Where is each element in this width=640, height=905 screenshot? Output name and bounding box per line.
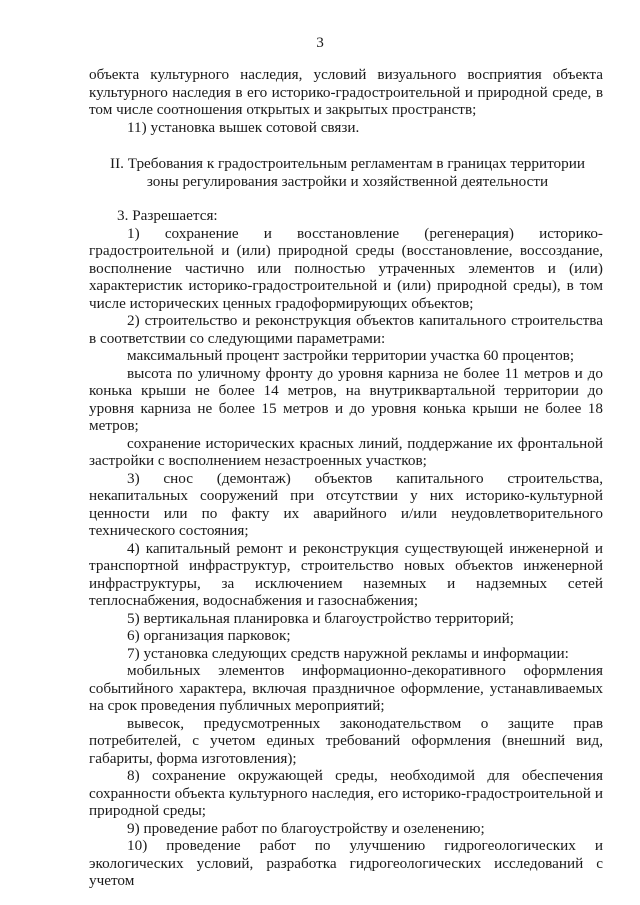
paragraph-continuation: объекта культурного наследия, условий визуального восприятия объекта культурного наследия в его историко-градостроительной и природной среде, в том числе соотношения открытых и закрытых пространств; (89, 66, 603, 118)
item-3: 3) снос (демонтаж) объектов капитального строительства, некапитальных сооружений при отсутствии у них историко-культурной ценности или по факту их аварийного и/или неудовлетворительного технического состояния; (89, 469, 603, 539)
item-8: 8) сохранение окружающей среды, необходимой для обеспечения сохранности объекта культурного наследия, его историко-градостроительной и природной среды; (89, 767, 603, 819)
item-6: 6) организация парковок; (127, 627, 291, 644)
item-10: 10) проведение работ по улучшению гидрогеологических и экологических условий, разработка гидрогеологических исследований с учетом (89, 837, 603, 889)
item-2-param-red-lines: сохранение исторических красных линий, поддержание их фронтальной застройки с восполнением незастроенных участков; (89, 434, 603, 469)
item-1: 1) сохранение и восстановление (регенерация) историко-градостроительной и (или) природной среды (восстановление, воссоздание, восполнение частично или полностью утраченных элементов и (или) характеристик историко-градостроительной и (или) природной среды), в том числе исторических ценных градоформирующих объектов; (89, 224, 603, 312)
top-block (89, 66, 603, 136)
page-number: 3 (316, 34, 324, 51)
clause-3-title: 3. Разрешается: (117, 207, 218, 224)
item-2: 2) строительство и реконструкция объектов капитального строительства в соответствии со следующими параметрами: (89, 312, 603, 347)
main-block (89, 207, 603, 890)
item-7: 7) установка следующих средств наружной рекламы и информации: (127, 644, 569, 662)
item-2-param-percent: максимальный процент застройки территории участка 60 процентов; (127, 347, 575, 364)
item-7-signboards: вывесок, предусмотренных законодательством о защите прав потребителей, с учетом единых требований оформления (внешний вид, габариты, форма изготовления); (89, 714, 603, 767)
item-2-param-height: высота по уличному фронту до уровня карниза не более 11 метров и до конька крыши не более 14 метров, на внутриквартальной территории до уровня карниза не более 15 метров и до уровня конька крыши не более 18 метров; (89, 364, 603, 434)
item-5: 5) вертикальная планировка и благоустройство территорий; (127, 609, 514, 627)
section-heading-block (105, 155, 590, 190)
item-9: 9) проведение работ по благоустройству и озеленению; (127, 819, 485, 837)
section-heading: II. Требования к градостроительным регламентам в границах территории зоны регулирования застройки и хозяйственной деятельности (110, 155, 585, 190)
item-7-mobile-elements: мобильных элементов информационно-декоративного оформления событийного характера, включая праздничное оформление, устанавливаемых на срок проведения публичных мероприятий; (89, 662, 603, 714)
paragraph-item-11: 11) установка вышек сотовой связи. (127, 118, 360, 136)
item-4: 4) капитальный ремонт и реконструкция существующей инженерной и транспортной инфраструктур, строительство новых объектов инженерной инфраструктуры, за исключением наземных и надземных сетей теплоснабжения, водоснабжения и газоснабжения; (89, 539, 603, 609)
